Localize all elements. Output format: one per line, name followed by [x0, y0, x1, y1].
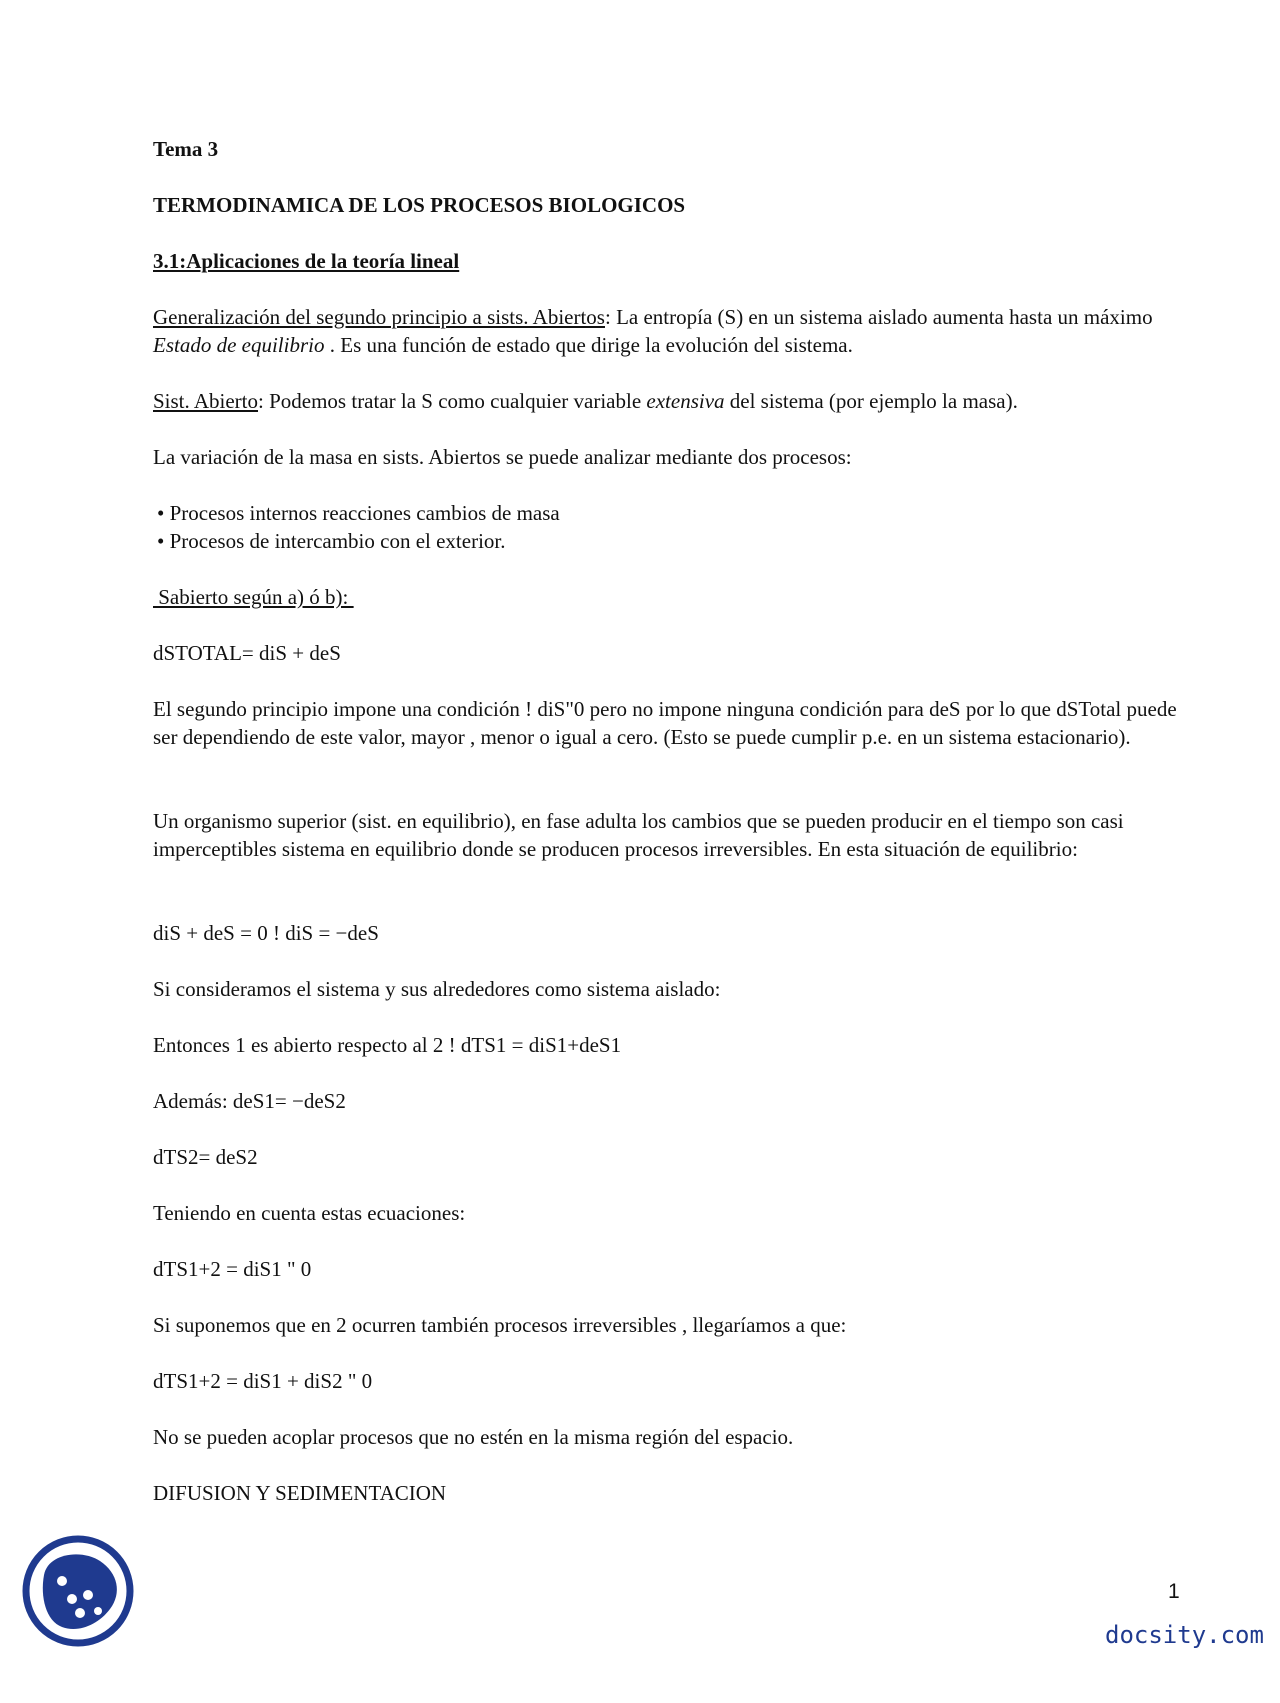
paragraph-organismo-superior: Un organismo superior (sist. en equilibrio), en fase adulta los cambios que se pueden producir en el tiempo son casi imperceptibles sistema en equilibrio donde se producen procesos irreversibles. En esta situación de equilibrio: [153, 809, 1124, 861]
equation-dts2: dTS2= deS2 [153, 1145, 258, 1169]
equation-dstotal: dSTOTAL= diS + deS [153, 641, 341, 665]
paragraph-variacion-masa: La variación de la masa en sists. Abiertos se puede analizar mediante dos procesos: [153, 445, 852, 469]
page-number: 1 [1168, 1580, 1180, 1603]
paragraph-text: del sistema (por ejemplo la masa). [724, 389, 1018, 413]
extensiva-term: extensiva [646, 389, 725, 413]
sabierto-heading: Sabierto según a) ó b): [153, 585, 354, 609]
document-title: TERMODINAMICA DE LOS PROCESOS BIOLOGICOS [153, 193, 686, 217]
generalizacion-label: Generalización del segundo principio a sists. Abiertos [153, 305, 605, 329]
paragraph-text: . Es una función de estado que dirige la evolución del sistema. [324, 333, 853, 357]
paragraph-sist-abierto [153, 387, 1203, 415]
estado-equilibrio-term: Estado de equilibrio [153, 333, 325, 357]
paragraph-sistema-aislado: Si consideramos el sistema y sus alrededores como sistema aislado: [153, 977, 721, 1001]
section-heading: 3.1:Aplicaciones de la teoría lineal [153, 249, 460, 273]
paragraph-generalizacion [153, 303, 1203, 359]
list-item: • Procesos internos reacciones cambios de masa [157, 501, 560, 525]
paragraph-abierto-respecto: Entonces 1 es abierto respecto al 2 ! dTS1 = diS1+deS1 [153, 1033, 622, 1057]
equation-dts12-dis2: dTS1+2 = diS1 + diS2 " 0 [153, 1369, 373, 1393]
paragraph-segundo-principio: El segundo principio impone una condición ! diS"0 pero no impone ninguna condición para deS por lo que dSTotal puede ser dependiendo de este valor, mayor , menor o igual a cero. (Esto se puede cumplir p.e. en un sistema estacionario). [153, 697, 1177, 749]
paragraph-teniendo-cuenta: Teniendo en cuenta estas ecuaciones: [153, 1201, 466, 1225]
paragraph-ademas: Además: deS1= −deS2 [153, 1089, 346, 1113]
docsity-brand-link[interactable]: docsity.com [1105, 1621, 1264, 1649]
paragraph-text: : La entropía (S) en un sistema aislado aumenta hasta un máximo [604, 305, 1153, 329]
paragraph-irreversibles: Si suponemos que en 2 ocurren también procesos irreversibles , llegaríamos a que: [153, 1313, 847, 1337]
paragraph-acoplar: No se pueden acoplar procesos que no estén en la misma región del espacio. [153, 1425, 794, 1449]
equation-equilibrio: diS + deS = 0 ! diS = −deS [153, 921, 379, 945]
list-item: • Procesos de intercambio con el exterior. [157, 529, 506, 553]
paragraph-text: : Podemos tratar la S como cualquier variable [258, 389, 647, 413]
sist-abierto-label: Sist. Abierto [153, 389, 259, 413]
equation-dts12: dTS1+2 = diS1 " 0 [153, 1257, 312, 1281]
docsity-logo-icon[interactable] [22, 1535, 134, 1647]
section-difusion: DIFUSION Y SEDIMENTACION [153, 1481, 447, 1505]
tema-heading: Tema 3 [153, 137, 219, 161]
